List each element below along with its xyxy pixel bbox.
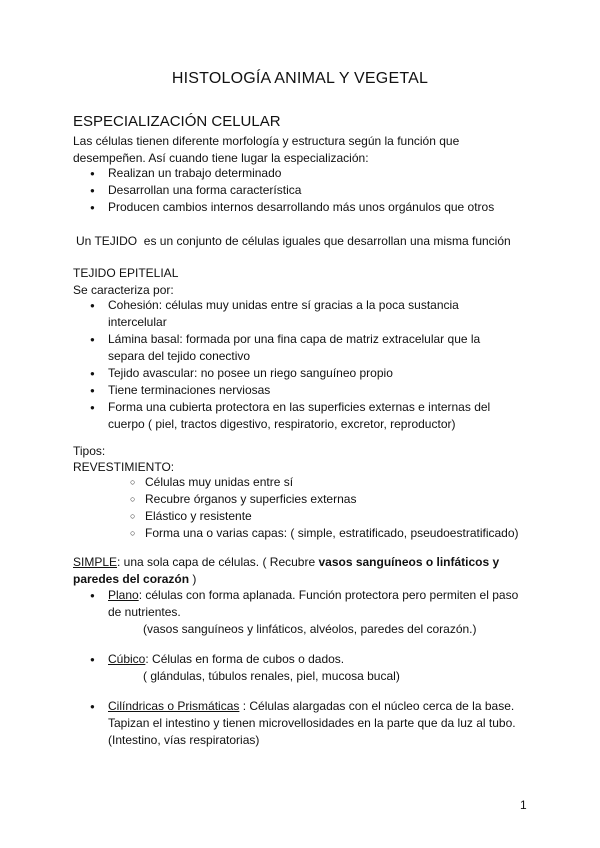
specialization-list [90,165,494,216]
cubico-label: Cúbico [108,652,146,666]
epitelial-characteristics-list [90,297,490,433]
simple-paragraph: SIMPLE: una sola capa de células. ( Recubre vasos sanguíneos o linfáticos y paredes del corazón ) [73,555,500,586]
intro-line: Las células tienen diferente morfología y estructura según la función que [73,134,460,148]
tipos-label: Tipos: [73,444,106,458]
list-item: ○ Recubre órganos y superficies externas [130,491,519,508]
list-item: ● Tejido avascular: no posee un riego sanguíneo propio [90,365,490,382]
intro-paragraph [73,133,459,167]
simple-types-list [90,698,516,749]
plano-label: Plano [108,588,139,602]
list-item-cilindricas: ● Cilíndricas o Prismáticas : Células alargadas con el núcleo cerca de la base. Tapizan el intestino y tienen microvellosidades en la parte que da luz al tubo. (Intestino, vías respiratorias) [90,698,516,749]
list-item-cubico: ● Cúbico: Células en forma de cubos o dados. ( glándulas, túbulos renales, piel, mucosa bucal) [90,651,400,685]
epitelial-intro: Se caracteriza por: [73,283,174,297]
list-item: ● Forma una cubierta protectora en las superficies externas e internas del cuerpo ( piel, tractos digestivo, respiratorio, excretor, reproductor) [90,399,490,433]
intro-line: desempeñen. Así cuando tiene lugar la especialización: [73,151,369,165]
tejido-term: Un TEJIDO [76,234,138,248]
revestimiento-list [130,474,519,542]
simple-bold-text: paredes del corazón [73,572,190,586]
tejido-definition [76,233,511,250]
list-item: ● Cohesión: células muy unidas entre sí gracias a la poca sustancia intercelular [90,297,490,331]
list-item: ● Lámina basal: formada por una fina capa de matriz extracelular que la separa del tejido conectivo [90,331,490,365]
tejido-definition-text: es un conjunto de células iguales que desarrollan una misma función [143,234,511,248]
cilindricas-label: Cilíndricas o Prismáticas [108,699,240,713]
list-item: ● Producen cambios internos desarrollando más unos orgánulos que otros [90,199,494,216]
list-item: ○ Forma una o varias capas: ( simple, estratificado, pseudoestratificado) [130,525,519,542]
page-title: HISTOLOGÍA ANIMAL Y VEGETAL [171,70,429,87]
list-item: ● Realizan un trabajo determinado [90,165,494,182]
simple-types-list [90,587,518,638]
section-heading-especializacion: ESPECIALIZACIÓN CELULAR [73,113,281,130]
list-item-plano: ● Plano: células con forma aplanada. Función protectora pero permiten el paso de nutrientes. (vasos sanguíneos y linfáticos, alvéolos, paredes del corazón.) [90,587,518,638]
list-item: ○ Células muy unidas entre sí [130,474,519,491]
simple-types-list [90,651,400,685]
list-item: ○ Elástico y resistente [130,508,519,525]
list-item: ● Tiene terminaciones nerviosas [90,382,490,399]
revestimiento-heading: REVESTIMIENTO: [73,460,175,474]
list-item: ● Desarrollan una forma característica [90,182,494,199]
simple-bold-text: vasos sanguíneos o linfáticos y [318,555,500,569]
simple-label: SIMPLE [73,555,118,569]
section-heading-epitelial: TEJIDO EPITELIAL [73,266,179,280]
page-number: 1 [520,798,527,812]
